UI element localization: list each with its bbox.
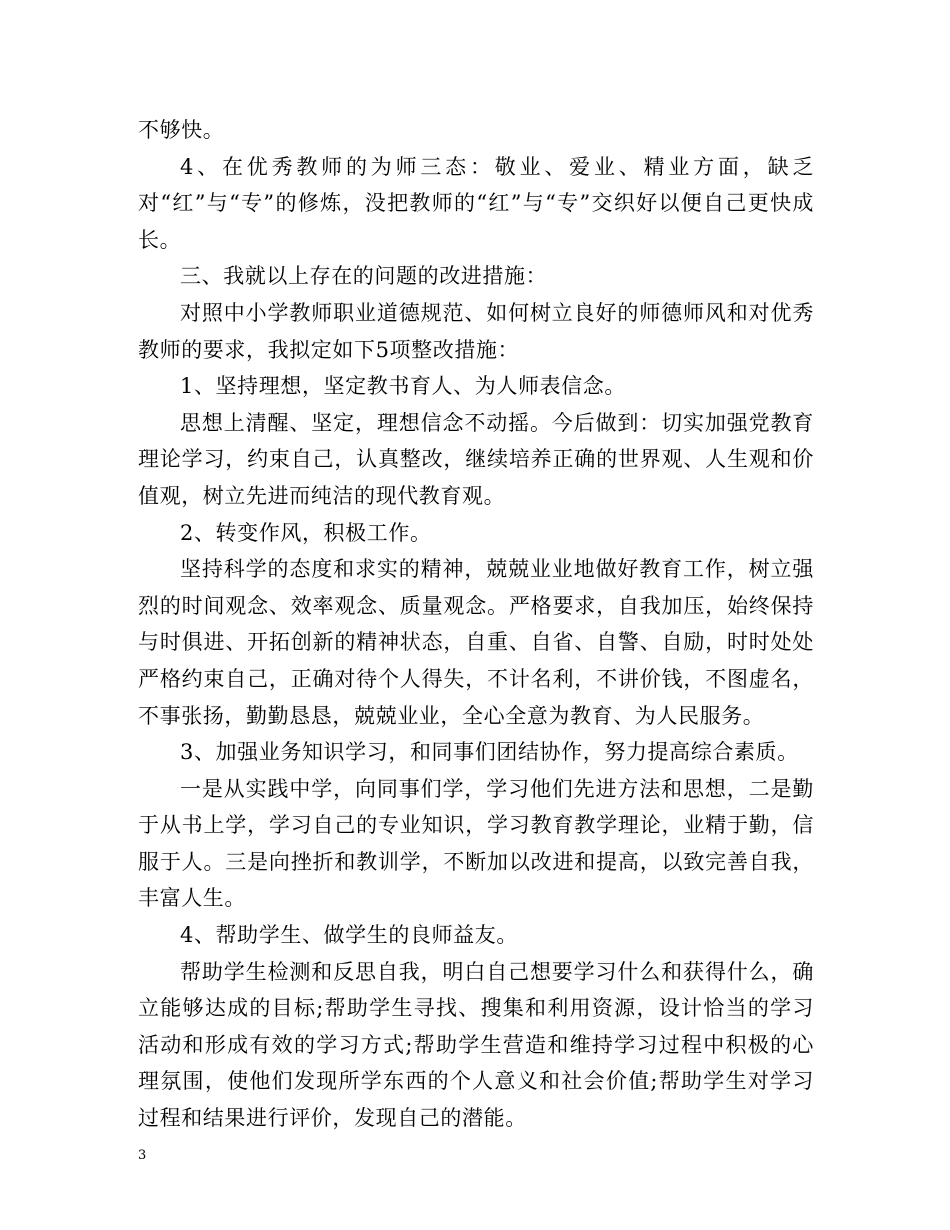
section-heading-improvements: 三、我就以上存在的问题的改进措施： [180,264,548,289]
document-body [138,112,814,1137]
measure-heading-3: 3、加强业务知识学习，和同事们团结协作，努力提高综合素质。 [180,740,799,765]
measure-heading-2: 2、转变作风，积极工作。 [180,520,432,545]
paragraph-continuation: 不够快。 [138,118,225,142]
paragraph-item-4-shortcoming: 4、在优秀教师的为师三态：敬业、爱业、精业方面，缺乏对“红”与“专”的修炼，没把教师的“红”与“专”交织好以便自己更快成长。 [138,154,814,252]
measure-body-3: 一是从实践中学，向同事们学，学习他们先进方法和思想，二是勤于从书上学，学习自己的专业知识，学习教育教学理论，业精于勤，信服于人。三是向挫折和教训学，不断加以改进和提高，以致完善自我，丰富人生。 [138,776,814,911]
measure-body-2: 坚持科学的态度和求实的精神，兢兢业业地做好教育工作，树立强烈的时间观念、效率观念、质量观念。严格要求，自我加压，始终保持与时俱进、开拓创新的精神状态，自重、自省、自警、自励，时时处处严格约束自己，正确对待个人得失，不计名利，不讲价钱，不图虚名，不事张扬，勤勤恳恳，兢兢业业，全心全意为教育、为人民服务。 [138,557,814,728]
paragraph-intro-measures: 对照中小学教师职业道德规范、如何树立良好的师德师风和对优秀教师的要求，我拟定如下5项整改措施： [138,300,814,362]
measure-body-1: 思想上清醒、坚定，理想信念不动摇。今后做到：切实加强党教育理论学习，约束自己，认真整改，继续培养正确的世界观、人生观和价值观，树立先进而纯洁的现代教育观。 [138,410,814,508]
measure-heading-1: 1、坚持理想，坚定教书育人、为人师表信念。 [180,374,626,399]
page-number: 3 [138,1148,147,1163]
measure-heading-4: 4、帮助学生、做学生的良师益友。 [180,923,518,948]
measure-body-4: 帮助学生检测和反思自我，明白自己想要学习什么和获得什么，确立能够达成的目标;帮助学生寻找、搜集和利用资源，设计恰当的学习活动和形成有效的学习方式;帮助学生营造和维持学习过程中积极的心理氛围，使他们发现所学东西的个人意义和社会价值;帮助学生对学习过程和结果进行评价，发现自己的潜能。 [138,959,814,1131]
